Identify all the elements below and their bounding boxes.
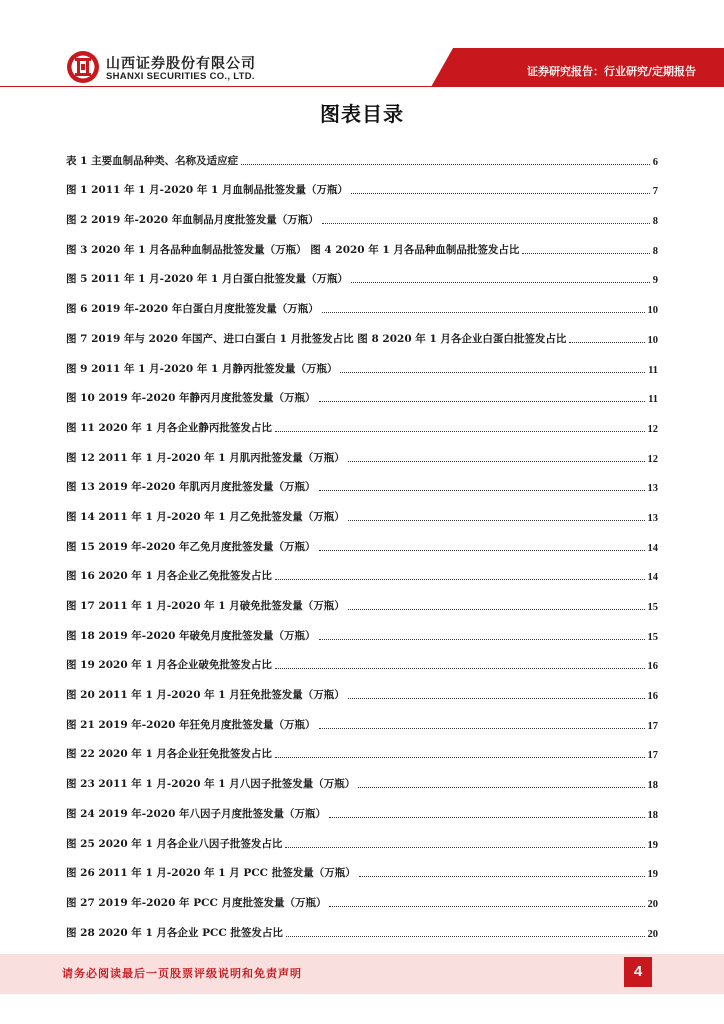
- toc-dot-leader: [358, 787, 644, 788]
- toc-entry-label: 图 10 2019 年-2020 年静丙月度批签发量（万瓶）: [66, 392, 316, 405]
- toc-entry-page: 19: [647, 869, 658, 881]
- toc-entry-page: 10: [647, 334, 658, 346]
- toc-entry-label: 图 11 2020 年 1 月各企业静丙批签发占比: [66, 421, 272, 434]
- toc-entry[interactable]: [66, 821, 658, 851]
- table-of-figures: [66, 138, 658, 940]
- toc-dot-leader: [348, 461, 645, 462]
- toc-entry[interactable]: [66, 554, 658, 584]
- toc-entry-page: 16: [647, 691, 658, 703]
- toc-entry-page: 20: [647, 898, 658, 910]
- toc-entry-label: 图 1 2011 年 1 月-2020 年 1 月血制品批签发量（万瓶）: [66, 184, 348, 197]
- toc-entry-page: 8: [652, 216, 658, 228]
- toc-dot-leader: [241, 164, 650, 165]
- toc-entry-label: 图 13 2019 年-2020 年肌丙月度批签发量（万瓶）: [66, 481, 316, 494]
- toc-dot-leader: [329, 817, 644, 818]
- toc-entry[interactable]: [66, 227, 658, 257]
- toc-entry-label: 图 5 2011 年 1 月-2020 年 1 月白蛋白批签发量（万瓶）: [66, 273, 348, 286]
- toc-dot-leader: [319, 639, 645, 640]
- toc-entry-label: 图 6 2019 年-2020 年白蛋白月度批签发量（万瓶）: [66, 303, 319, 316]
- toc-entry-label: 图 21 2019 年-2020 年狂免月度批签发量（万瓶）: [66, 718, 316, 731]
- toc-entry[interactable]: [66, 910, 658, 940]
- toc-entry[interactable]: [66, 791, 658, 821]
- toc-dot-leader: [322, 312, 645, 313]
- toc-entry-page: 8: [652, 245, 658, 257]
- toc-dot-leader: [275, 579, 645, 580]
- toc-dot-leader: [348, 609, 645, 610]
- toc-entry[interactable]: [66, 138, 658, 168]
- toc-entry-label: 图 15 2019 年-2020 年乙免月度批签发量（万瓶）: [66, 540, 316, 553]
- toc-entry[interactable]: [66, 732, 658, 762]
- toc-entry-page: 11: [648, 394, 658, 406]
- toc-entry[interactable]: [66, 702, 658, 732]
- toc-entry[interactable]: [66, 672, 658, 702]
- toc-entry-label: 图 28 2020 年 1 月各企业 PCC 批签发占比: [66, 926, 283, 939]
- toc-entry-page: 15: [647, 631, 658, 643]
- toc-entry-page: 17: [647, 750, 658, 762]
- page-header: [0, 0, 724, 100]
- toc-dot-leader: [319, 728, 645, 729]
- toc-entry-label: 图 20 2011 年 1 月-2020 年 1 月狂免批签发量（万瓶）: [66, 689, 345, 702]
- toc-entry[interactable]: [66, 257, 658, 287]
- toc-entry-label: 图 27 2019 年-2020 年 PCC 月度批签发量（万瓶）: [66, 896, 327, 909]
- toc-entry-label: 图 7 2019 年与 2020 年国产、进口白蛋白 1 月批签发占比 图 8 2020 年 1 月各企业白蛋白批签发占比: [66, 332, 567, 345]
- toc-dot-leader: [275, 668, 645, 669]
- page-title: 图表目录: [320, 102, 404, 126]
- toc-dot-leader: [340, 372, 645, 373]
- toc-entry-label: 图 16 2020 年 1 月各企业乙免批签发占比: [66, 570, 272, 583]
- toc-entry-page: 16: [647, 661, 658, 673]
- toc-entry[interactable]: [66, 643, 658, 673]
- toc-dot-leader: [351, 282, 650, 283]
- toc-dot-leader: [319, 490, 645, 491]
- toc-dot-leader: [351, 193, 650, 194]
- toc-entry-label: 图 9 2011 年 1 月-2020 年 1 月静丙批签发量（万瓶）: [66, 362, 338, 375]
- toc-entry-page: 13: [647, 512, 658, 524]
- company-name-en: SHANXI SECURITIES CO., LTD.: [106, 71, 255, 82]
- toc-entry-page: 12: [647, 423, 658, 435]
- toc-entry-page: 10: [647, 305, 658, 317]
- toc-entry-label: 图 2 2019 年-2020 年血制品月度批签发量（万瓶）: [66, 214, 319, 227]
- toc-entry-page: 17: [647, 720, 658, 732]
- toc-entry-page: 15: [647, 602, 658, 613]
- toc-entry[interactable]: [66, 405, 658, 435]
- toc-entry[interactable]: [66, 494, 658, 524]
- toc-dot-leader: [569, 342, 644, 343]
- toc-entry-label: 图 17 2011 年 1 月-2020 年 1 月破免批签发量（万瓶）: [66, 600, 345, 612]
- toc-entry-label: 图 24 2019 年-2020 年八因子月度批签发量（万瓶）: [66, 807, 327, 820]
- toc-entry-page: 6: [652, 156, 658, 168]
- toc-entry-page: 20: [647, 928, 658, 940]
- toc-dot-leader: [322, 223, 650, 224]
- toc-dot-leader: [319, 550, 645, 551]
- company-name-cn: 山西证券股份有限公司: [106, 56, 256, 72]
- toc-entry[interactable]: [66, 613, 658, 643]
- toc-entry[interactable]: [66, 286, 658, 316]
- toc-entry-label: 图 23 2011 年 1 月-2020 年 1 月八因子批签发量（万瓶）: [66, 778, 356, 791]
- toc-entry-label: 图 12 2011 年 1 月-2020 年 1 月肌丙批签发量（万瓶）: [66, 451, 345, 464]
- toc-dot-leader: [359, 876, 645, 877]
- toc-entry-page: 9: [652, 275, 658, 287]
- toc-entry[interactable]: [66, 435, 658, 465]
- toc-dot-leader: [348, 520, 645, 521]
- header-divider: [0, 86, 724, 87]
- toc-entry-label: 图 19 2020 年 1 月各企业破免批签发占比: [66, 659, 272, 672]
- toc-entry-page: 11: [648, 364, 658, 376]
- toc-entry-page: 18: [647, 809, 658, 821]
- toc-entry-label: 图 22 2020 年 1 月各企业狂免批签发占比: [66, 748, 272, 761]
- toc-dot-leader: [275, 757, 645, 758]
- toc-entry-label: 图 14 2011 年 1 月-2020 年 1 月乙免批签发量（万瓶）: [66, 510, 345, 523]
- toc-entry-page: 18: [647, 780, 658, 792]
- toc-entry-label: 图 26 2011 年 1 月-2020 年 1 月 PCC 批签发量（万瓶）: [66, 867, 356, 880]
- toc-entry[interactable]: [66, 465, 658, 495]
- toc-entry-page: 14: [647, 542, 658, 554]
- company-logo-icon: [66, 50, 100, 84]
- toc-entry[interactable]: [66, 880, 658, 910]
- toc-entry[interactable]: [66, 168, 658, 198]
- toc-dot-leader: [286, 936, 645, 937]
- toc-entry-label: 图 18 2019 年-2020 年破免月度批签发量（万瓶）: [66, 629, 316, 642]
- toc-dot-leader: [348, 698, 645, 699]
- toc-entry[interactable]: [66, 316, 658, 346]
- toc-entry-label: 表 1 主要血制品种类、名称及适应症: [66, 154, 239, 167]
- toc-entry-page: 7: [652, 186, 658, 198]
- toc-entry-page: 12: [647, 453, 658, 465]
- toc-entry[interactable]: [66, 851, 658, 881]
- report-type-label: 证券研究报告：行业研究/定期报告: [526, 65, 696, 78]
- toc-dot-leader: [329, 906, 644, 907]
- page-number: 4: [633, 963, 643, 980]
- toc-dot-leader: [285, 847, 644, 848]
- toc-entry[interactable]: [66, 197, 658, 227]
- toc-entry-label: 图 3 2020 年 1 月各品种血制品批签发量（万瓶） 图 4 2020 年 1 月各品种血制品批签发占比: [66, 243, 520, 256]
- toc-entry-page: 14: [647, 572, 658, 584]
- toc-entry[interactable]: [66, 376, 658, 406]
- toc-entry[interactable]: [66, 761, 658, 791]
- toc-entry-page: 13: [647, 483, 658, 495]
- toc-dot-leader: [319, 401, 646, 402]
- toc-entry[interactable]: [66, 583, 658, 613]
- toc-dot-leader: [522, 253, 649, 254]
- footer-disclaimer: 请务必阅读最后一页股票评级说明和免责声明: [62, 967, 302, 980]
- toc-dot-leader: [275, 431, 645, 432]
- toc-entry[interactable]: [66, 346, 658, 376]
- toc-entry-label: 图 25 2020 年 1 月各企业八因子批签发占比: [66, 837, 283, 850]
- toc-entry[interactable]: [66, 524, 658, 554]
- toc-entry-page: 19: [647, 839, 658, 851]
